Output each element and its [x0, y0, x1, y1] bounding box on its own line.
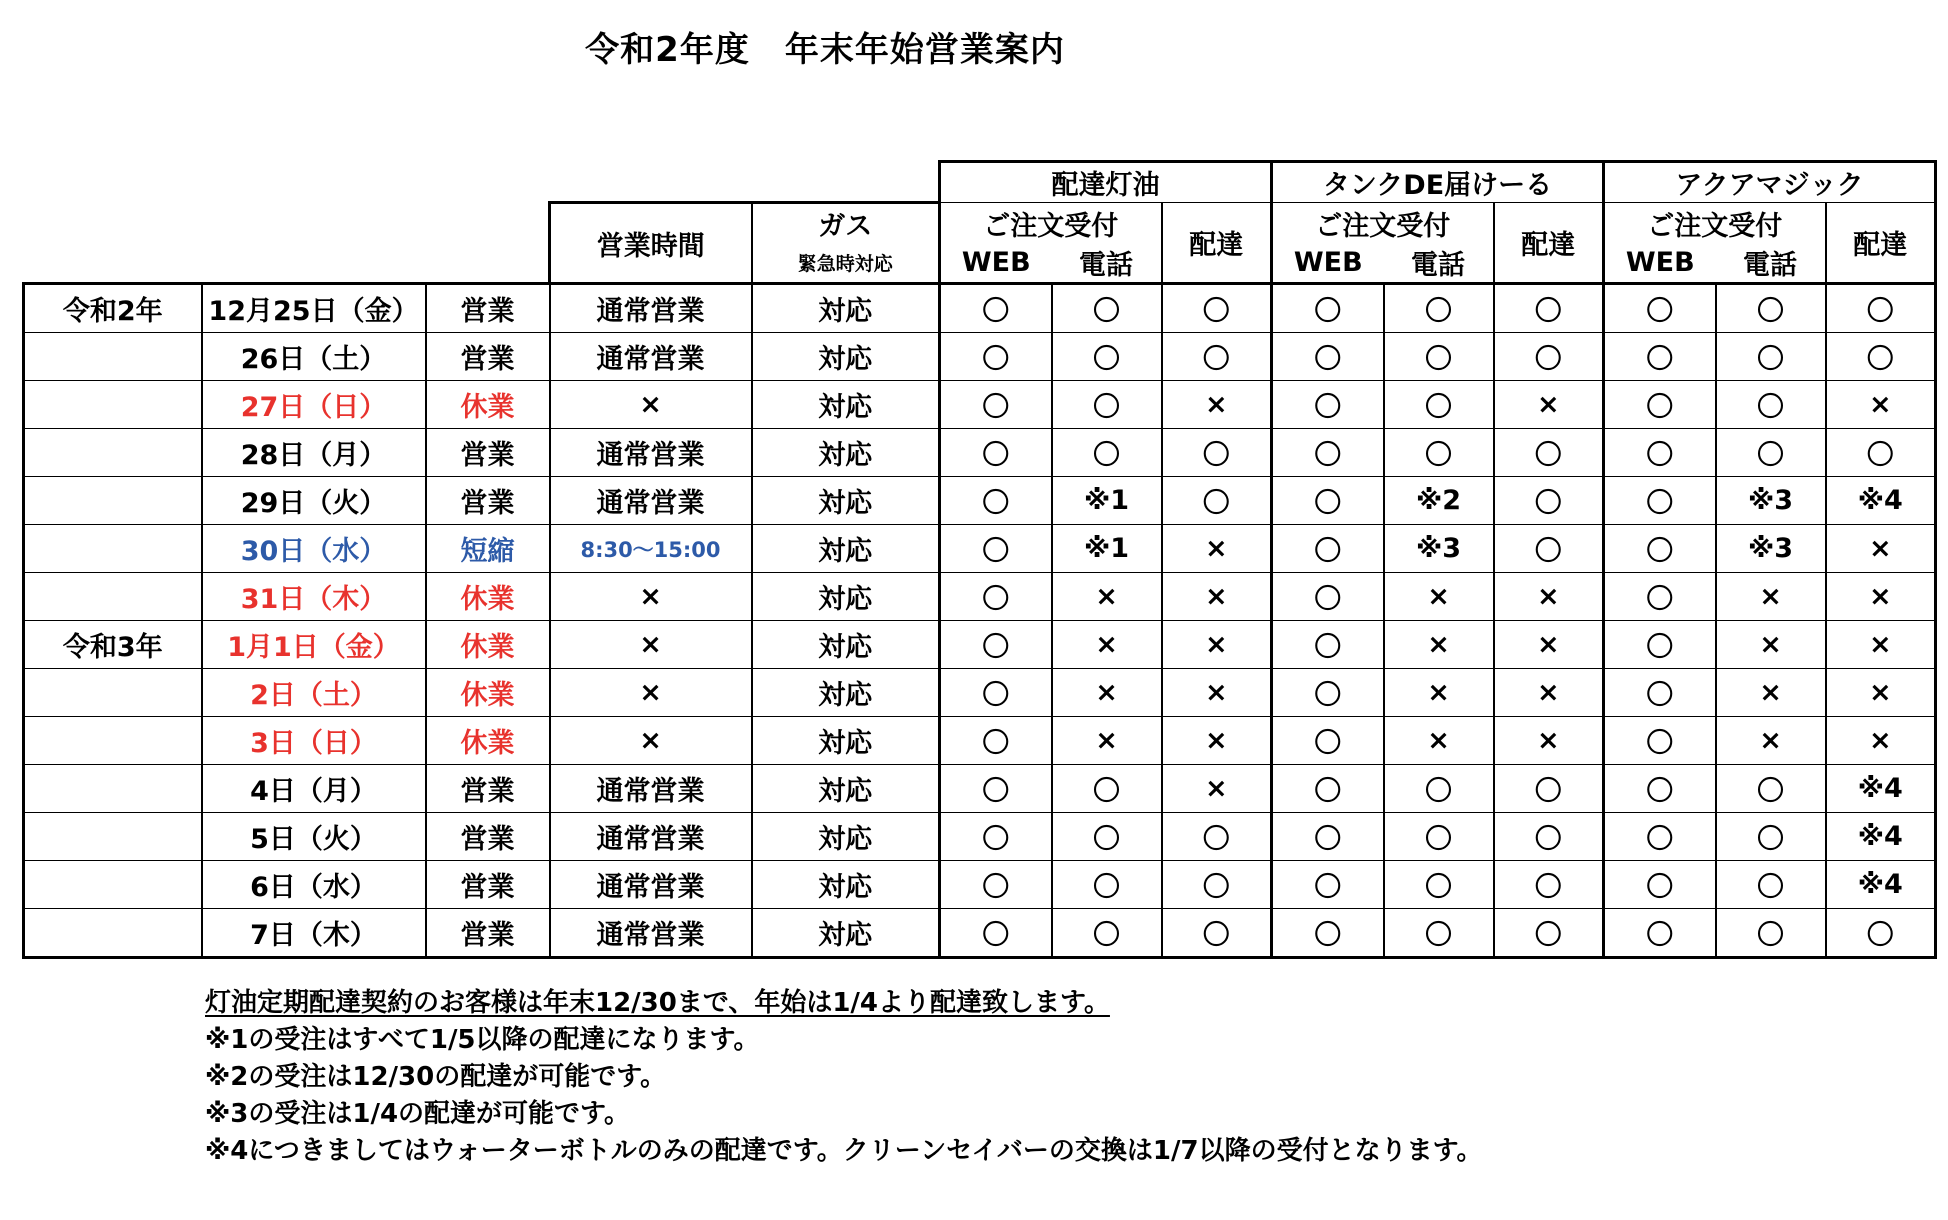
tank-web-cell: 〇: [1272, 909, 1384, 958]
date-cell: 3日（日）: [202, 717, 426, 765]
table-row: [24, 525, 1936, 573]
page-title: 令和2年度 年末年始営業案内: [585, 30, 1065, 70]
tank-delivery-cell: ×: [1494, 717, 1604, 765]
kerosene-phone-cell: ×: [1052, 573, 1162, 621]
hours-cell: 通常営業: [550, 765, 752, 813]
tank-web-cell: 〇: [1272, 284, 1384, 333]
kerosene-phone-cell: ※1: [1052, 477, 1162, 525]
year-cell: [24, 669, 202, 717]
header-row-order: [24, 203, 1936, 244]
tank-phone-cell: ×: [1384, 717, 1494, 765]
kerosene-order-header: ご注文受付: [940, 203, 1162, 244]
kerosene-phone-cell: ×: [1052, 669, 1162, 717]
tank-web-cell: 〇: [1272, 861, 1384, 909]
table-row: [24, 381, 1936, 429]
tank-delivery-cell: ×: [1494, 669, 1604, 717]
tank-delivery-cell: 〇: [1494, 765, 1604, 813]
date-cell: 29日（火）: [202, 477, 426, 525]
kerosene-phone-cell: 〇: [1052, 861, 1162, 909]
tank-web-cell: 〇: [1272, 813, 1384, 861]
date-cell: 7日（木）: [202, 909, 426, 958]
kerosene-phone-cell: 〇: [1052, 429, 1162, 477]
kerosene-phone-cell: ※1: [1052, 525, 1162, 573]
header-row-channels: [24, 243, 1936, 284]
tank-delivery-cell: 〇: [1494, 525, 1604, 573]
tank-delivery-header: 配達: [1494, 203, 1604, 284]
aqua-delivery-cell: ×: [1826, 669, 1936, 717]
tank-web-cell: 〇: [1272, 717, 1384, 765]
gas-cell: 対応: [752, 861, 940, 909]
gas-cell: 対応: [752, 333, 940, 381]
tank-web-cell: 〇: [1272, 621, 1384, 669]
tank-delivery-cell: 〇: [1494, 861, 1604, 909]
gas-cell: 対応: [752, 477, 940, 525]
note-line: 灯油定期配達契約のお客様は年末12/30まで、年始は1/4より配達致します。: [205, 988, 1110, 1018]
kerosene-delivery-cell: ×: [1162, 525, 1272, 573]
year-cell: [24, 909, 202, 958]
tank-phone-cell: ×: [1384, 669, 1494, 717]
aqua-delivery-cell: ×: [1826, 525, 1936, 573]
aqua-phone-cell: 〇: [1716, 381, 1826, 429]
status-cell: 休業: [426, 381, 550, 429]
aqua-phone-cell: ※3: [1716, 477, 1826, 525]
aqua-phone-cell: 〇: [1716, 909, 1826, 958]
kerosene-web-cell: 〇: [940, 525, 1052, 573]
tank-web-cell: 〇: [1272, 669, 1384, 717]
hours-header: 営業時間: [550, 203, 752, 284]
kerosene-phone-cell: 〇: [1052, 909, 1162, 958]
tank-phone-cell: 〇: [1384, 909, 1494, 958]
status-cell: 営業: [426, 429, 550, 477]
aqua-web-cell: 〇: [1604, 333, 1716, 381]
table-row: [24, 909, 1936, 958]
gas-cell: 対応: [752, 525, 940, 573]
gas-cell: 対応: [752, 573, 940, 621]
tank-phone-cell: 〇: [1384, 813, 1494, 861]
aqua-web-cell: 〇: [1604, 284, 1716, 333]
note-line: ※2の受注は12/30の配達が可能です。: [205, 1062, 667, 1092]
gas-cell: 対応: [752, 669, 940, 717]
tank-phone-cell: ×: [1384, 621, 1494, 669]
status-cell: 休業: [426, 621, 550, 669]
kerosene-web-cell: 〇: [940, 765, 1052, 813]
kerosene-delivery-cell: 〇: [1162, 813, 1272, 861]
status-cell: 営業: [426, 765, 550, 813]
note-line: ※3の受注は1/4の配達が可能です。: [205, 1099, 630, 1129]
year-cell: [24, 765, 202, 813]
tank-delivery-cell: ×: [1494, 381, 1604, 429]
status-cell: 営業: [426, 477, 550, 525]
date-cell: 1月1日（金）: [202, 621, 426, 669]
schedule-body: [24, 284, 1936, 958]
kerosene-web-cell: 〇: [940, 381, 1052, 429]
tank-delivery-cell: 〇: [1494, 477, 1604, 525]
status-cell: 休業: [426, 573, 550, 621]
tank-web-cell: 〇: [1272, 525, 1384, 573]
gas-cell: 対応: [752, 381, 940, 429]
kerosene-phone-header: 電話: [1052, 243, 1162, 284]
table-row: [24, 669, 1936, 717]
aqua-phone-cell: 〇: [1716, 861, 1826, 909]
kerosene-phone-cell: 〇: [1052, 284, 1162, 333]
table-row: [24, 765, 1936, 813]
kerosene-delivery-cell: 〇: [1162, 284, 1272, 333]
status-cell: 営業: [426, 909, 550, 958]
aqua-phone-cell: ×: [1716, 621, 1826, 669]
year-cell: [24, 429, 202, 477]
aqua-web-cell: 〇: [1604, 909, 1716, 958]
kerosene-delivery-header: 配達: [1162, 203, 1272, 284]
tank-order-header: ご注文受付: [1272, 203, 1494, 244]
kerosene-web-cell: 〇: [940, 813, 1052, 861]
date-cell: 28日（月）: [202, 429, 426, 477]
aqua-web-cell: 〇: [1604, 861, 1716, 909]
aqua-web-cell: 〇: [1604, 429, 1716, 477]
kerosene-delivery-cell: ×: [1162, 669, 1272, 717]
tank-phone-cell: ※2: [1384, 477, 1494, 525]
tank-delivery-cell: ×: [1494, 573, 1604, 621]
status-cell: 営業: [426, 861, 550, 909]
hours-cell: 通常営業: [550, 909, 752, 958]
group-header-aqua: アクアマジック: [1604, 162, 1936, 203]
hours-cell: 通常営業: [550, 284, 752, 333]
date-cell: 4日（月）: [202, 765, 426, 813]
kerosene-phone-cell: ×: [1052, 621, 1162, 669]
group-header-kerosene: 配達灯油: [940, 162, 1272, 203]
note-line: ※4につきましてはウォーターボトルのみの配達です。クリーンセイバーの交換は1/7以降の受付となります。: [205, 1136, 1483, 1166]
aqua-web-header: WEB: [1604, 243, 1716, 284]
gas-subheader: 緊急時対応: [752, 243, 940, 284]
tank-phone-cell: 〇: [1384, 381, 1494, 429]
aqua-delivery-header: 配達: [1826, 203, 1936, 284]
hours-cell: 通常営業: [550, 861, 752, 909]
aqua-web-cell: 〇: [1604, 669, 1716, 717]
kerosene-delivery-cell: ×: [1162, 717, 1272, 765]
gas-cell: 対応: [752, 765, 940, 813]
year-cell: [24, 813, 202, 861]
aqua-web-cell: 〇: [1604, 381, 1716, 429]
aqua-phone-cell: 〇: [1716, 284, 1826, 333]
kerosene-delivery-cell: ×: [1162, 621, 1272, 669]
tank-phone-cell: 〇: [1384, 861, 1494, 909]
year-cell: [24, 381, 202, 429]
year-cell: 令和3年: [24, 621, 202, 669]
aqua-web-cell: 〇: [1604, 477, 1716, 525]
gas-cell: 対応: [752, 284, 940, 333]
year-cell: [24, 573, 202, 621]
kerosene-web-cell: 〇: [940, 284, 1052, 333]
aqua-web-cell: 〇: [1604, 621, 1716, 669]
hours-cell: 通常営業: [550, 477, 752, 525]
schedule-table: [22, 160, 1937, 959]
year-cell: [24, 717, 202, 765]
aqua-delivery-cell: ×: [1826, 621, 1936, 669]
aqua-web-cell: 〇: [1604, 765, 1716, 813]
table-row: [24, 717, 1936, 765]
table-row: [24, 284, 1936, 333]
table-row: [24, 477, 1936, 525]
tank-phone-header: 電話: [1384, 243, 1494, 284]
kerosene-phone-cell: 〇: [1052, 381, 1162, 429]
date-cell: 5日（火）: [202, 813, 426, 861]
kerosene-delivery-cell: ×: [1162, 381, 1272, 429]
gas-cell: 対応: [752, 813, 940, 861]
kerosene-web-cell: 〇: [940, 333, 1052, 381]
note-line: ※1の受注はすべて1/5以降の配達になります。: [205, 1025, 760, 1055]
status-cell: 営業: [426, 813, 550, 861]
kerosene-phone-cell: 〇: [1052, 765, 1162, 813]
tank-phone-cell: ※3: [1384, 525, 1494, 573]
year-cell: [24, 861, 202, 909]
year-cell: [24, 477, 202, 525]
kerosene-delivery-cell: 〇: [1162, 909, 1272, 958]
aqua-delivery-cell: 〇: [1826, 284, 1936, 333]
status-cell: 短縮: [426, 525, 550, 573]
status-cell: 営業: [426, 284, 550, 333]
aqua-phone-cell: 〇: [1716, 333, 1826, 381]
status-cell: 休業: [426, 669, 550, 717]
aqua-web-cell: 〇: [1604, 573, 1716, 621]
tank-web-cell: 〇: [1272, 381, 1384, 429]
aqua-web-cell: 〇: [1604, 717, 1716, 765]
group-header-tank: タンクDE届けーる: [1272, 162, 1604, 203]
hours-cell: ×: [550, 717, 752, 765]
kerosene-web-header: WEB: [940, 243, 1052, 284]
header-row-groups: [24, 162, 1936, 203]
table-row: [24, 621, 1936, 669]
aqua-web-cell: 〇: [1604, 813, 1716, 861]
table-row: [24, 573, 1936, 621]
hours-cell: 通常営業: [550, 429, 752, 477]
tank-phone-cell: ×: [1384, 573, 1494, 621]
aqua-order-header: ご注文受付: [1604, 203, 1826, 244]
kerosene-delivery-cell: 〇: [1162, 429, 1272, 477]
year-cell: [24, 333, 202, 381]
date-cell: 31日（木）: [202, 573, 426, 621]
hours-cell: 通常営業: [550, 333, 752, 381]
tank-phone-cell: 〇: [1384, 765, 1494, 813]
notes: [205, 985, 1483, 1170]
kerosene-delivery-cell: ×: [1162, 765, 1272, 813]
kerosene-web-cell: 〇: [940, 429, 1052, 477]
kerosene-web-cell: 〇: [940, 477, 1052, 525]
tank-web-cell: 〇: [1272, 477, 1384, 525]
date-cell: 6日（水）: [202, 861, 426, 909]
tank-delivery-cell: 〇: [1494, 813, 1604, 861]
table-row: [24, 861, 1936, 909]
tank-delivery-cell: 〇: [1494, 429, 1604, 477]
kerosene-web-cell: 〇: [940, 861, 1052, 909]
date-cell: 2日（土）: [202, 669, 426, 717]
tank-web-header: WEB: [1272, 243, 1384, 284]
aqua-phone-cell: ×: [1716, 669, 1826, 717]
hours-cell: 通常営業: [550, 813, 752, 861]
tank-delivery-cell: 〇: [1494, 284, 1604, 333]
tank-web-cell: 〇: [1272, 573, 1384, 621]
aqua-delivery-cell: ×: [1826, 717, 1936, 765]
kerosene-web-cell: 〇: [940, 909, 1052, 958]
date-cell: 26日（土）: [202, 333, 426, 381]
tank-web-cell: 〇: [1272, 429, 1384, 477]
aqua-delivery-cell: 〇: [1826, 333, 1936, 381]
aqua-delivery-cell: 〇: [1826, 429, 1936, 477]
gas-cell: 対応: [752, 909, 940, 958]
status-cell: 休業: [426, 717, 550, 765]
hours-cell: ×: [550, 573, 752, 621]
aqua-phone-cell: ※3: [1716, 525, 1826, 573]
tank-web-cell: 〇: [1272, 333, 1384, 381]
gas-header: ガス: [752, 203, 940, 244]
date-cell: 27日（日）: [202, 381, 426, 429]
hours-cell: ×: [550, 621, 752, 669]
aqua-phone-header: 電話: [1716, 243, 1826, 284]
aqua-delivery-cell: ※4: [1826, 861, 1936, 909]
table-row: [24, 813, 1936, 861]
tank-web-cell: 〇: [1272, 765, 1384, 813]
year-cell: [24, 525, 202, 573]
kerosene-web-cell: 〇: [940, 621, 1052, 669]
aqua-delivery-cell: ※4: [1826, 765, 1936, 813]
aqua-phone-cell: 〇: [1716, 765, 1826, 813]
kerosene-delivery-cell: ×: [1162, 573, 1272, 621]
aqua-delivery-cell: 〇: [1826, 909, 1936, 958]
hours-cell: ×: [550, 669, 752, 717]
aqua-delivery-cell: ×: [1826, 381, 1936, 429]
tank-phone-cell: 〇: [1384, 333, 1494, 381]
kerosene-delivery-cell: 〇: [1162, 333, 1272, 381]
aqua-delivery-cell: ×: [1826, 573, 1936, 621]
tank-delivery-cell: ×: [1494, 621, 1604, 669]
table-row: [24, 429, 1936, 477]
aqua-phone-cell: 〇: [1716, 429, 1826, 477]
aqua-phone-cell: 〇: [1716, 813, 1826, 861]
status-cell: 営業: [426, 333, 550, 381]
tank-phone-cell: 〇: [1384, 284, 1494, 333]
tank-delivery-cell: 〇: [1494, 909, 1604, 958]
gas-cell: 対応: [752, 717, 940, 765]
aqua-delivery-cell: ※4: [1826, 813, 1936, 861]
gas-cell: 対応: [752, 429, 940, 477]
kerosene-delivery-cell: 〇: [1162, 861, 1272, 909]
table-row: [24, 333, 1936, 381]
kerosene-web-cell: 〇: [940, 669, 1052, 717]
kerosene-phone-cell: 〇: [1052, 813, 1162, 861]
gas-cell: 対応: [752, 621, 940, 669]
kerosene-delivery-cell: 〇: [1162, 477, 1272, 525]
kerosene-web-cell: 〇: [940, 717, 1052, 765]
hours-cell: 8:30～15:00: [550, 525, 752, 573]
aqua-delivery-cell: ※4: [1826, 477, 1936, 525]
date-cell: 30日（水）: [202, 525, 426, 573]
aqua-phone-cell: ×: [1716, 573, 1826, 621]
kerosene-phone-cell: 〇: [1052, 333, 1162, 381]
tank-delivery-cell: 〇: [1494, 333, 1604, 381]
tank-phone-cell: 〇: [1384, 429, 1494, 477]
aqua-phone-cell: ×: [1716, 717, 1826, 765]
kerosene-phone-cell: ×: [1052, 717, 1162, 765]
year-cell: 令和2年: [24, 284, 202, 333]
kerosene-web-cell: 〇: [940, 573, 1052, 621]
date-cell: 12月25日（金）: [202, 284, 426, 333]
hours-cell: ×: [550, 381, 752, 429]
aqua-web-cell: 〇: [1604, 525, 1716, 573]
